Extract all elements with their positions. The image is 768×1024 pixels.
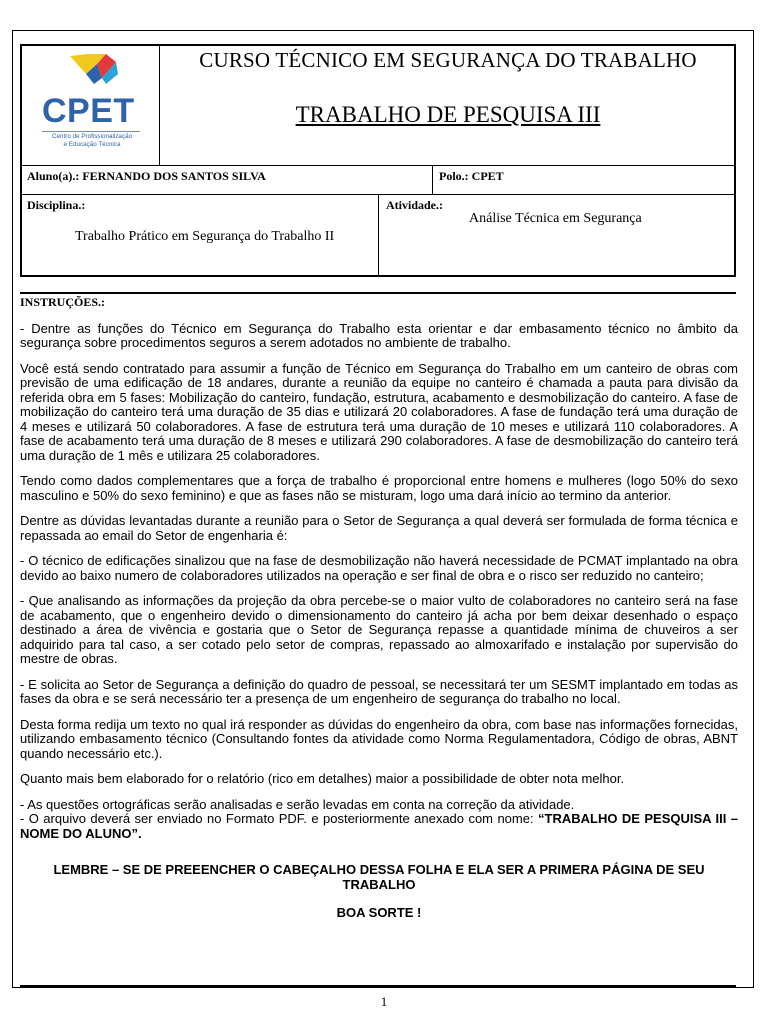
polo-value: CPET xyxy=(471,169,504,183)
title-cell xyxy=(160,44,736,165)
instruction-paragraph: - E solicita ao Setor de Segurança a definição do quadro de pessoal, se necessitará ter um SESMT implantado em todas as fases da obra e se será necessário ter a presença de um engenheiro de segurança do trabalho no local. xyxy=(20,676,738,706)
instruction-paragraph: Desta forma redija um texto no qual irá responder as dúvidas do engenheiro da obra, com base nas informações fornecidas, utilizando embasamento técnico (Consultando fontes da atividade como Norma Regulamentadora, Código de obras, ABNT quando necessário etc.). xyxy=(20,716,738,761)
instruction-notes xyxy=(20,798,738,842)
logo-subtitle xyxy=(46,133,138,148)
instruction-paragraph: Você está sendo contratado para assumir a função de Técnico em Segurança do Trabalho em um canteiro de obras com previsão de uma edificação de 18 andares, durante a reunião da equipe no canteiro é chamada a pauta para divisão da referida obra em 5 fases: Mobilização do canteiro, fundação, estrutura, acabamento e desmobilização do canteiro. A fase de mobilização do canteiro terá uma duração de 35 dias e utilizará 20 colaboradores. A fase de fundação terá uma duração de 4 meses e utilizará 50 colaboradores. A fase de estrutura terá uma duração de 10 meses e utilizará 110 colaboradores. A fase de acabamento terá uma duração de 8 meses e utilizará 290 colaboradores. A fase de desmobilização do canteiro terá uma duração de 1 mês e utilizara 25 colaboradores. xyxy=(20,360,738,463)
cpet-logo xyxy=(30,52,150,157)
work-title: TRABALHO DE PESQUISA III xyxy=(295,102,601,127)
header-row-divider-1 xyxy=(20,165,736,166)
instructions-top-rule xyxy=(20,292,736,294)
instructions-heading: INSTRUÇÕES.: xyxy=(20,295,106,309)
reminder-text: LEMBRE – SE DE PREEENCHER O CABEÇALHO DESSA FOLHA E ELA SER A PRIMERA PÁGINA DE SEU TRABALHO xyxy=(53,862,705,892)
instructions-bottom-rule xyxy=(20,985,736,987)
discipline-activity-divider xyxy=(378,194,379,277)
instruction-paragraph: - O técnico de edificações sinalizou que na fase de desmobilização não haverá necessidade de PCMAT implantado na obra devido ao baixo numero de colaboradores utilizados na operação e ser final de obra e o risco ser reduzido no canteiro; xyxy=(20,553,738,583)
logo-subtitle-line1: Centro de Profissionalização xyxy=(51,133,133,140)
instruction-paragraph: Tendo como dados complementares que a força de trabalho é proporcional entre homens e mulheres (logo 50% do sexo masculino e 50% do sexo feminino) e que as fases não se misturam, logo uma dará início ao termino da anterior. xyxy=(20,473,738,503)
student-label: Aluno(a).: xyxy=(27,169,80,183)
good-luck-text: BOA SORTE ! xyxy=(336,905,422,920)
cpet-logo-mark-icon xyxy=(30,52,150,92)
instruction-paragraph: - Que analisando as informações da projeção da obra percebe-se o maior vulto de colaboradores no canteiro será na fase de acabamento, que o engenheiro devido o dimensionamento do canteiro já acha por bem deixar desenhado o espaço destinado a área de vivência e gostaria que o Setor de Segurança repasse a quantidade mínima de chuveiros a ser adquirido para tal caso, a ser cotado pelo setor de compras, repassado ao almoxarifado e instalação por supervisão do mestre de obras. xyxy=(20,593,738,666)
logo-subtitle-line2: e Educação Técnica xyxy=(63,140,121,148)
note-orthography: - As questões ortográficas serão analisadas e serão levadas em conta na correção da atividade. xyxy=(20,796,575,812)
discipline-value: Trabalho Prático em Segurança do Trabalho II xyxy=(75,229,335,244)
student-name: FERNANDO DOS SANTOS SILVA xyxy=(82,169,266,183)
student-polo-divider xyxy=(432,165,433,194)
polo-label: Polo.: xyxy=(439,169,469,183)
note-file-name: “TRABALHO DE PESQUISA III – NOME DO ALUNO”. xyxy=(20,811,739,841)
instruction-paragraph: Quanto mais bem elaborado for o relatório (rico em detalhes) maior a possibilidade de obter nota melhor. xyxy=(20,771,625,786)
instructions-section xyxy=(20,295,738,932)
course-title: CURSO TÉCNICO EM SEGURANÇA DO TRABALHO xyxy=(199,48,697,72)
student-field xyxy=(27,169,266,184)
instruction-paragraph: Dentre as dúvidas levantadas durante a reunião para o Setor de Segurança a qual deverá ser formulada de forma técnica e repassada ao email do Setor de engenharia é: xyxy=(20,513,738,543)
logo-wordmark: CPET xyxy=(42,92,135,130)
polo-field xyxy=(439,169,504,184)
page-number: 1 xyxy=(380,994,388,1009)
activity-label: Atividade.: xyxy=(386,198,443,212)
discipline-label: Disciplina.: xyxy=(27,198,86,212)
activity-value: Análise Técnica em Segurança xyxy=(469,211,642,226)
note-file-format: - O arquivo deverá ser enviado no Formato PDF. e posteriormente anexado com nome: xyxy=(20,811,539,826)
logo-divider xyxy=(42,131,140,132)
instruction-paragraph: - Dentre as funções do Técnico em Segurança do Trabalho esta orientar e dar embasamento técnico no âmbito da segurança sobre procedimentos seguros a serem adotados no ambiente de trabalho. xyxy=(20,320,738,350)
